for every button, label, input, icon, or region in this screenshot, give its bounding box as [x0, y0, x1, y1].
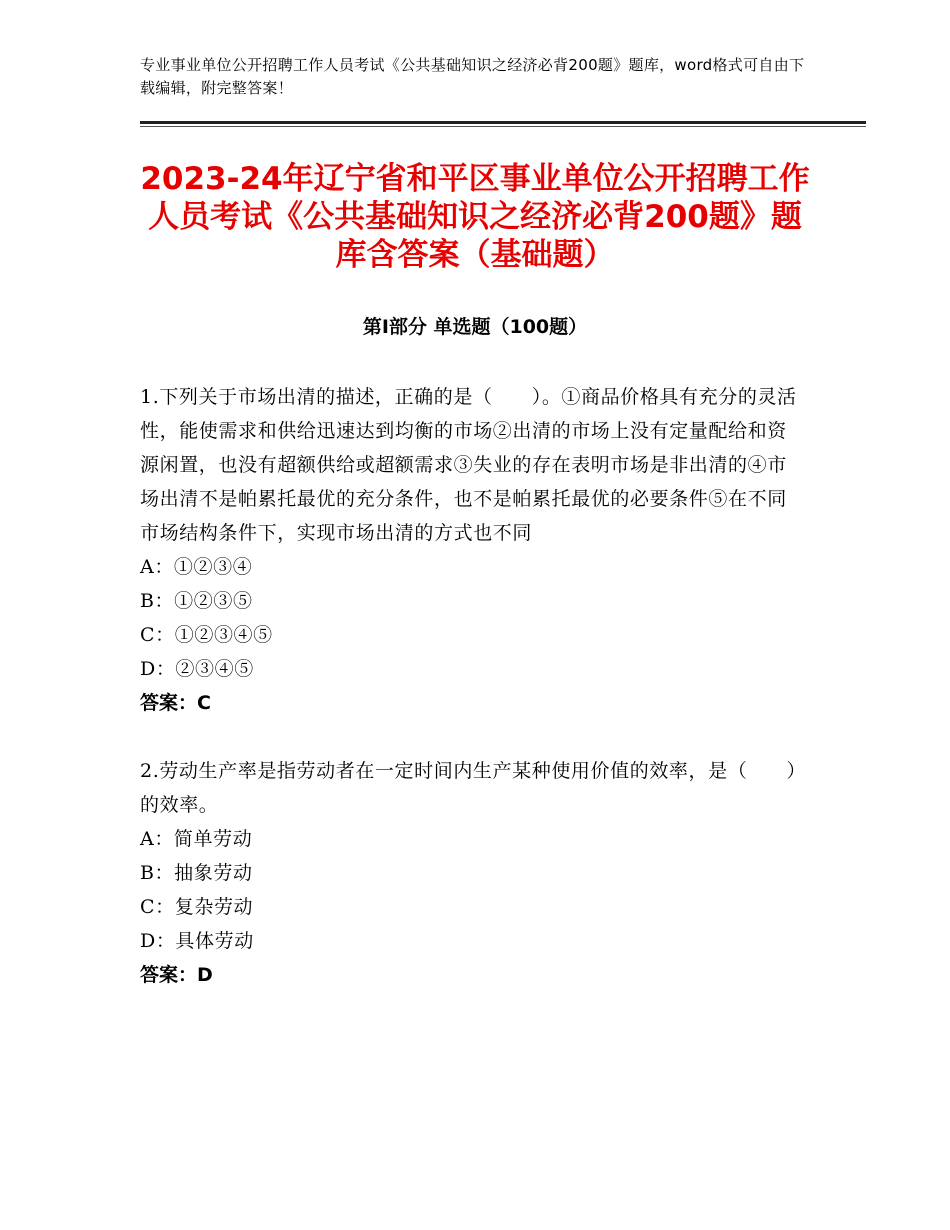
option-c: C：复杂劳动	[140, 896, 254, 918]
option-d: D：具体劳动	[140, 930, 254, 952]
answer: 答案：D	[140, 964, 213, 986]
option-b: B：①②③⑤	[140, 590, 253, 612]
document-title: 2023-24年辽宁省和平区事业单位公开招聘工作人员考试《公共基础知识之经济必背200题》题库含答案（基础题）	[140, 161, 810, 273]
answer: 答案：C	[140, 692, 211, 714]
header-note: 专业事业单位公开招聘工作人员考试《公共基础知识之经济必背200题》题库，word格式可自由下载编辑，附完整答案！	[140, 56, 805, 97]
option-a: A：简单劳动	[140, 828, 253, 850]
question-list	[140, 380, 800, 1026]
header-divider-thin	[140, 126, 866, 127]
question-2	[140, 754, 800, 992]
option-d: D：②③④⑤	[140, 658, 254, 680]
option-a: A：①②③④	[140, 556, 253, 578]
question-stem: 2.劳动生产率是指劳动者在一定时间内生产某种使用价值的效率，是（ ）的效率。	[140, 760, 797, 816]
option-b: B：抽象劳动	[140, 862, 253, 884]
option-c: C：①②③④⑤	[140, 624, 273, 646]
question-1	[140, 380, 800, 720]
question-stem: 1.下列关于市场出清的描述，正确的是（ ）。①商品价格具有充分的灵活性，能使需求和供给迅速达到均衡的市场②出清的市场上没有定量配给和资源闲置，也没有超额供给或超额需求③失业的存在表明市场是非出清的④市场出清不是帕累托最优的充分条件，也不是帕累托最优的必要条件⑤在不同市场结构条件下，实现市场出清的方式也不同	[140, 386, 797, 544]
section-heading: 第I部分 单选题（100题）	[362, 316, 588, 338]
header-divider-thick	[140, 121, 866, 124]
